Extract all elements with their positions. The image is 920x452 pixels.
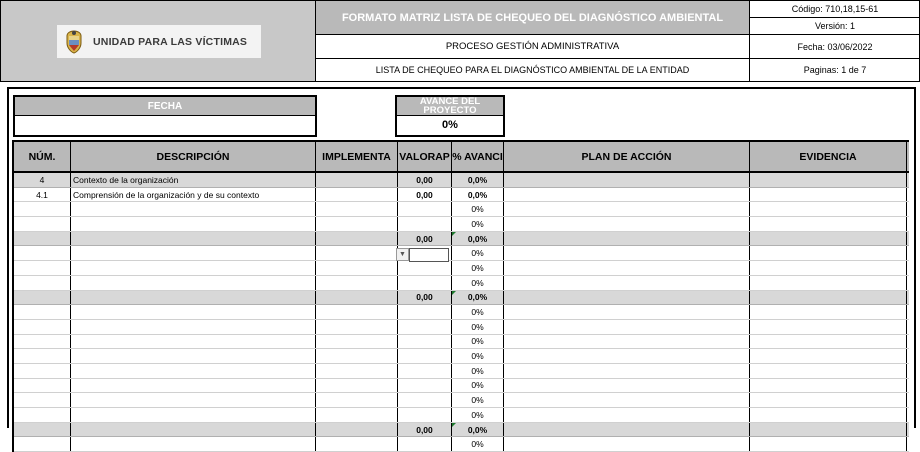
cell-impl[interactable] xyxy=(316,276,398,290)
cell-desc[interactable] xyxy=(71,305,316,319)
cell-val[interactable] xyxy=(398,320,452,334)
cell-desc[interactable] xyxy=(71,261,316,275)
cell-plan[interactable] xyxy=(504,379,750,393)
cell-plan[interactable] xyxy=(504,246,750,260)
col-impl[interactable]: IMPLEMENTA xyxy=(316,142,398,171)
table-row xyxy=(14,335,909,350)
cell-val[interactable] xyxy=(398,364,452,378)
avance-box xyxy=(395,95,505,137)
cell-num[interactable] xyxy=(14,423,71,437)
table-row xyxy=(14,261,909,276)
cell-evi[interactable] xyxy=(750,217,907,231)
cell-val[interactable] xyxy=(398,261,452,275)
cell-av[interactable]: 0% xyxy=(452,305,504,319)
cell-impl[interactable] xyxy=(316,408,398,422)
table-row xyxy=(14,202,909,217)
cell-evi[interactable] xyxy=(750,276,907,290)
cell-num[interactable] xyxy=(14,437,71,451)
cell-av[interactable]: 0,0% xyxy=(452,173,504,187)
process-name: PROCESO GESTIÓN ADMINISTRATIVA xyxy=(316,35,749,59)
cell-desc[interactable]: Contexto de la organización xyxy=(71,173,316,187)
cell-val[interactable] xyxy=(398,393,452,407)
cell-val[interactable]: 0,00 xyxy=(398,291,452,305)
cell-plan[interactable] xyxy=(504,393,750,407)
table-row xyxy=(14,408,909,423)
cell-evi[interactable] xyxy=(750,393,907,407)
cell-val[interactable] xyxy=(398,437,452,451)
table-row xyxy=(14,379,909,394)
checklist-name: LISTA DE CHEQUEO PARA EL DIAGNÓSTICO AMBIENTAL DE LA ENTIDAD xyxy=(375,65,690,75)
cell-evi[interactable] xyxy=(750,202,907,216)
cell-impl[interactable] xyxy=(316,188,398,202)
cell-val[interactable]: 0,00 xyxy=(398,173,452,187)
table-body xyxy=(14,173,909,452)
cell-val[interactable]: 0,00 xyxy=(398,188,452,202)
table-row xyxy=(14,320,909,335)
cell-av[interactable]: 0% xyxy=(452,276,504,290)
cell-desc[interactable] xyxy=(71,232,316,246)
cell-impl[interactable] xyxy=(316,393,398,407)
cell-num[interactable] xyxy=(14,246,71,260)
cell-num[interactable]: 4.1 xyxy=(14,188,71,202)
valoracion-select[interactable] xyxy=(409,248,449,262)
cell-av[interactable]: 0% xyxy=(452,320,504,334)
fecha-label: FECHA xyxy=(15,97,315,116)
cell-val[interactable] xyxy=(398,379,452,393)
col-val[interactable]: VALORAP xyxy=(398,142,452,171)
table-row xyxy=(14,364,909,379)
cell-desc[interactable] xyxy=(71,335,316,349)
cell-desc[interactable] xyxy=(71,291,316,305)
cell-desc[interactable] xyxy=(71,320,316,334)
cell-av[interactable]: 0% xyxy=(452,202,504,216)
cell-plan[interactable] xyxy=(504,320,750,334)
cell-plan[interactable] xyxy=(504,364,750,378)
cell-num[interactable]: 4 xyxy=(14,173,71,187)
document-code: Código: 710,18,15-61 xyxy=(750,1,920,18)
cell-desc[interactable] xyxy=(71,379,316,393)
cell-av[interactable]: 0% xyxy=(452,408,504,422)
table-row xyxy=(14,232,909,247)
cell-evi[interactable] xyxy=(750,320,907,334)
cell-impl[interactable] xyxy=(316,423,398,437)
page-count: Paginas: 1 de 7 xyxy=(803,65,867,75)
cell-evi[interactable] xyxy=(750,261,907,275)
cell-plan[interactable] xyxy=(504,232,750,246)
col-desc[interactable]: DESCRIPCIÓN xyxy=(71,142,316,171)
cell-plan[interactable] xyxy=(504,188,750,202)
cell-av[interactable]: 0,0% xyxy=(452,232,504,246)
logo-area xyxy=(1,1,316,81)
cell-av[interactable]: 0% xyxy=(452,349,504,363)
table-row xyxy=(14,188,909,203)
col-num[interactable]: NÚM. xyxy=(14,142,71,171)
cell-av[interactable]: 0,0% xyxy=(452,423,504,437)
table-header xyxy=(14,142,909,173)
cell-desc[interactable] xyxy=(71,217,316,231)
document-title: FORMATO MATRIZ LISTA DE CHEQUEO DEL DIAGNÓSTICO AMBIENTAL xyxy=(316,1,749,35)
cell-desc[interactable] xyxy=(71,276,316,290)
cell-num[interactable] xyxy=(14,335,71,349)
cell-num[interactable] xyxy=(14,291,71,305)
cell-impl[interactable] xyxy=(316,320,398,334)
cell-av[interactable]: 0,0% xyxy=(452,188,504,202)
cell-evi[interactable] xyxy=(750,437,907,451)
cell-desc[interactable] xyxy=(71,364,316,378)
cell-evi[interactable] xyxy=(750,188,907,202)
cell-evi[interactable] xyxy=(750,335,907,349)
cell-impl[interactable] xyxy=(316,364,398,378)
cell-evi[interactable] xyxy=(750,349,907,363)
col-evi[interactable]: EVIDENCIA xyxy=(750,142,907,171)
cell-evi[interactable] xyxy=(750,246,907,260)
org-logo xyxy=(57,25,261,58)
cell-desc[interactable] xyxy=(71,437,316,451)
cell-desc[interactable] xyxy=(71,202,316,216)
comment-indicator-icon xyxy=(452,423,456,427)
cell-av[interactable]: 0% xyxy=(452,217,504,231)
cell-plan[interactable] xyxy=(504,291,750,305)
cell-desc[interactable] xyxy=(71,349,316,363)
cell-val[interactable] xyxy=(398,276,452,290)
cell-plan[interactable] xyxy=(504,261,750,275)
cell-val[interactable] xyxy=(398,202,452,216)
cell-desc[interactable] xyxy=(71,423,316,437)
cell-plan[interactable] xyxy=(504,217,750,231)
cell-plan[interactable] xyxy=(504,408,750,422)
cell-plan[interactable] xyxy=(504,335,750,349)
cell-plan[interactable] xyxy=(504,202,750,216)
cell-plan[interactable] xyxy=(504,437,750,451)
cell-plan[interactable] xyxy=(504,423,750,437)
cell-impl[interactable] xyxy=(316,232,398,246)
cell-val[interactable]: 0,00 xyxy=(398,232,452,246)
cell-num[interactable] xyxy=(14,276,71,290)
cell-evi[interactable] xyxy=(750,305,907,319)
cell-evi[interactable] xyxy=(750,423,907,437)
cell-impl[interactable] xyxy=(316,379,398,393)
cell-impl[interactable] xyxy=(316,437,398,451)
cell-evi[interactable] xyxy=(750,173,907,187)
cell-desc[interactable] xyxy=(71,408,316,422)
cell-impl[interactable] xyxy=(316,217,398,231)
comment-indicator-icon xyxy=(452,232,456,236)
cell-num[interactable] xyxy=(14,349,71,363)
document-meta xyxy=(749,1,920,81)
table-row xyxy=(14,423,909,438)
cell-plan[interactable] xyxy=(504,349,750,363)
table-row xyxy=(14,276,909,291)
cell-av[interactable]: 0,0% xyxy=(452,291,504,305)
cell-num[interactable] xyxy=(14,408,71,422)
cell-evi[interactable] xyxy=(750,408,907,422)
cell-impl[interactable] xyxy=(316,335,398,349)
checklist-table xyxy=(12,140,909,452)
table-row xyxy=(14,173,909,188)
cell-plan[interactable] xyxy=(504,305,750,319)
cell-av[interactable]: 0% xyxy=(452,393,504,407)
cell-num[interactable] xyxy=(14,202,71,216)
cell-val[interactable] xyxy=(398,305,452,319)
cell-av[interactable]: 0% xyxy=(452,246,504,260)
table-row xyxy=(14,246,909,261)
cell-impl[interactable] xyxy=(316,246,398,260)
table-row xyxy=(14,291,909,306)
cell-desc[interactable] xyxy=(71,393,316,407)
fecha-box xyxy=(13,95,317,137)
dropdown-arrow-icon[interactable]: ▼ xyxy=(396,248,409,261)
cell-av[interactable]: 0% xyxy=(452,379,504,393)
cell-num[interactable] xyxy=(14,393,71,407)
cell-av[interactable]: 0% xyxy=(452,261,504,275)
col-plan[interactable]: PLAN DE ACCIÓN xyxy=(504,142,750,171)
cell-desc[interactable] xyxy=(71,246,316,260)
cell-plan[interactable] xyxy=(504,276,750,290)
col-av[interactable]: % AVANCI xyxy=(452,142,504,171)
table-row xyxy=(14,217,909,232)
cell-impl[interactable] xyxy=(316,173,398,187)
table-row xyxy=(14,349,909,364)
document-header xyxy=(0,0,920,82)
cell-val[interactable] xyxy=(398,217,452,231)
cell-av[interactable]: 0% xyxy=(452,364,504,378)
cell-av[interactable]: 0% xyxy=(452,335,504,349)
cell-val[interactable] xyxy=(398,349,452,363)
table-row xyxy=(14,437,909,452)
cell-evi[interactable] xyxy=(750,364,907,378)
cell-val[interactable] xyxy=(398,335,452,349)
cell-impl[interactable] xyxy=(316,202,398,216)
cell-val[interactable] xyxy=(398,408,452,422)
cell-num[interactable] xyxy=(14,379,71,393)
document-date: Fecha: 03/06/2022 xyxy=(750,35,920,59)
cell-val[interactable]: 0,00 xyxy=(398,423,452,437)
cell-impl[interactable] xyxy=(316,305,398,319)
cell-av[interactable]: 0% xyxy=(452,437,504,451)
cell-num[interactable] xyxy=(14,232,71,246)
cell-impl[interactable] xyxy=(316,291,398,305)
comment-indicator-icon xyxy=(452,291,456,295)
cell-evi[interactable] xyxy=(750,379,907,393)
cell-num[interactable] xyxy=(14,320,71,334)
document-version: Versión: 1 xyxy=(750,18,920,35)
coat-of-arms-icon xyxy=(63,29,85,55)
table-row xyxy=(14,393,909,408)
cell-impl[interactable] xyxy=(316,349,398,363)
cell-num[interactable] xyxy=(14,261,71,275)
org-name: UNIDAD PARA LAS VÍCTIMAS xyxy=(93,35,248,48)
cell-desc[interactable]: Comprensión de la organización y de su contexto xyxy=(71,188,316,202)
cell-impl[interactable] xyxy=(316,261,398,275)
cell-num[interactable] xyxy=(14,364,71,378)
cell-plan[interactable] xyxy=(504,173,750,187)
avance-value: 0% xyxy=(442,119,458,131)
cell-evi[interactable] xyxy=(750,232,907,246)
cell-num[interactable] xyxy=(14,217,71,231)
fecha-input[interactable] xyxy=(15,116,315,134)
table-row xyxy=(14,305,909,320)
cell-evi[interactable] xyxy=(750,291,907,305)
avance-label: AVANCE DEL PROYECTO xyxy=(397,97,503,116)
cell-num[interactable] xyxy=(14,305,71,319)
